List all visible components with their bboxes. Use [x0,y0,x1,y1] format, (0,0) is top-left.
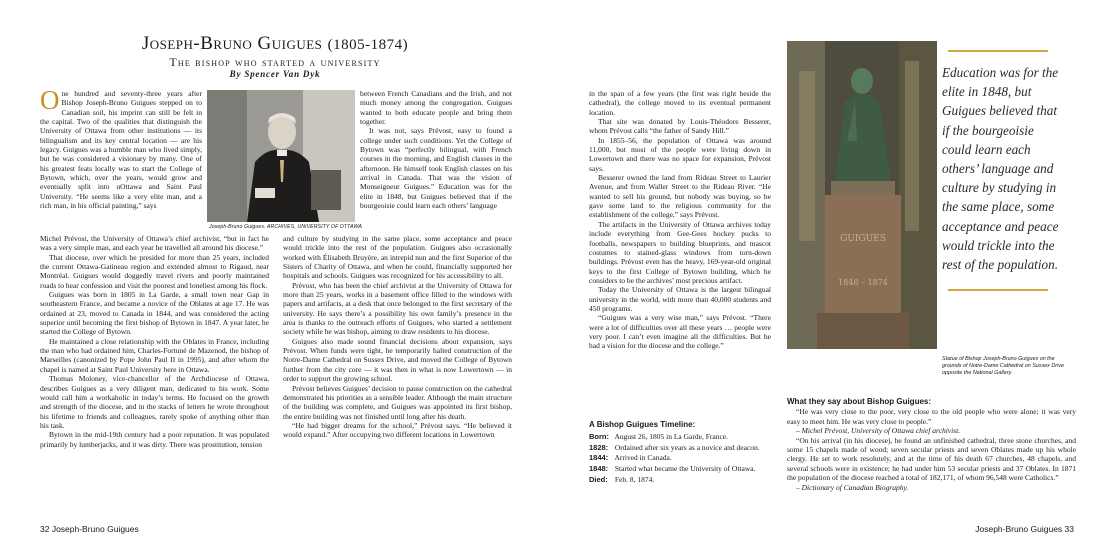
paragraph: Prévost, who has been the chief archivist at the University of Ottawa for more than 25 years, works in a basement office filled to the windows with papers and artifacts, at a desk that once belonged to the first secretary of the university. He says there’s a possibility his own family’s presence in the area is thanks to the outreach efforts of Guigues, who started a settlement society while he was bishop, aiming to draw residents to his diocese. [283,280,512,337]
timeline-title: A Bishop Guigues Timeline: [589,420,696,429]
paragraph: Guigues was born in 1805 in La Garde, a small town near Gap in southeastern France, and became a novice of the Oblates at age 17. He was ordained at 23, moved to Canada in 1844, and was considered the acting superior until becoming the first bishop of Bytown in 1847. A year later, he started the College of Bytown. [40,290,269,337]
statue-plaque-name: GUIGUES [840,234,886,244]
paragraph: That site was donated by Louis-Théodore Besserer, whom Prévost calls “the father of Sandy Hill.” [589,117,771,136]
paragraph: The artifacts in the University of Ottawa archives today include everything from Gee-Gees hockey pucks to footballs, newspapers to building blueprints, and mascot costumes to stained-glass windows from torn-down buildings. Prévost even has the heavy, 169-year-old original keys to the first College of Bytown building, which he considers to be the archives’ most precious artifact. [589,219,771,285]
quotes-title: What they say about Bishop Guigues: [787,397,932,406]
quote-text: “He was very close to the poor, very close to the old people who were alone; it was very easy to meet him. He was very close to people.” [787,407,1076,426]
right-column-1 [589,89,771,351]
paragraph: Bytown in the mid-19th century had a poor reputation. It was populated primarily by lumberjacks, and it was dirty. There was prostitution, tension [40,430,269,449]
column-1-top [40,85,202,211]
paragraph: Thomas Moloney, vice-chancellor of the Archdiocese of Ottawa, describes Guigues as a very diligent man, dedicated to his work. Some would call him a workaholic in today’s terms. He focused on the growth and strength of the diocese, and in the stacks of letters he wrote throughout his lifetime to friends and colleagues, rarely spoke of anything other than his task. [40,374,269,430]
page-number-right: Joseph-Bruno Guigues 33 [975,524,1074,534]
column-1-bottom [40,234,269,449]
paragraph: In 1855–56, the population of Ottawa was around 11,000, but most of the people were living down in Lowertown and there was no space for expansion, Prévost says. [589,135,771,173]
statue-plaque-dates: 1848 – 1874 [838,278,888,287]
paragraph: Today the University of Ottawa is the largest bilingual university in the world, with more than 40,000 students and 450 programs. [589,285,771,313]
paragraph: “Guigues was a very wise man,” says Prévost. “There were a lot of difficulties over all these years … people were very poor. I can’t even imagine all the difficulties. But he had a vision for the diocese and the college.” [589,313,771,351]
article-title [0,33,550,55]
paragraph: Besserer owned the land from Rideau Street to Laurier Avenue, and from Waller Street to the Rideau River. “He wanted to sell his ground, but nobody was buying, so he gave some land to the religious community for the establishment of the college,” says Prévost. [589,173,771,220]
timeline-row: 1844: Arrived in Canada. [589,453,672,463]
column-2-bottom [283,234,512,440]
portrait-caption: Joseph-Bruno Guigues. ARCHIVES, UNIVERSITY OF OTTAWA [209,224,362,230]
timeline-box [589,420,789,486]
paragraph: in the span of a few years (the first was right beside the cathedral), the college moved to its eventual permanent location. [589,89,771,117]
paragraph: Guigues also made sound financial decisions about expansion, says Prévost. When funds were tight, he temporarily halted construction of the Notre-Dame Cathedral on Sussex Drive, and moved the College of Bytown further from the city core — it was then in what is now Lowertown — in order to support the growing school. [283,336,512,384]
timeline-row: 1848: Started what became the University of Ottawa. [589,464,756,474]
title-name: Joseph-Bruno Guigues [141,33,323,54]
paragraph: “He had bigger dreams for the school,” Prévost says. “He believed it would expand.” After occupying two different locations in Lowertown [283,420,512,440]
paragraph: Michel Prévost, the University of Ottawa’s chief archivist, “but in fact he was a very simple man, and each year he travelled all around his diocese.” [40,234,269,253]
paragraph: He maintained a close relationship with the Oblates in France, including the man who had ordained him, Charles-Fortuné de Mazenod, the bishop of Marseilles (canonized by Pope John Paul II in 1995), and after whom the chapel is named at Saint Paul University here in Ottawa. [40,336,269,374]
timeline-row: Born: August 26, 1805 in La Garde, France. [589,431,728,441]
column-2-top [360,89,512,210]
pull-quote-top-rule [948,50,1048,52]
quotes-box [787,397,1076,492]
pull-quote: Education was for the elite in 1848, but Guigues believed that if the bourgeoisie could learn each others’ language and culture by studying in the same place, some acceptance and peace would trickle into the rest of the population. [942,65,1059,273]
page-number-left: 32 Joseph-Bruno Guigues [40,524,139,534]
quote-attribution: – Dictionary of Canadian Biography. [796,482,909,492]
statue-caption: Statue of Bishop Joseph-Bruno Guigues on the grounds of Notre-Dame Cathedral on Sussex Drive opposite the National Gallery. [942,356,1064,376]
statue-photo [787,41,937,349]
opening-paragraph: ne hundred and seventy-three years after Bishop Joseph-Bruno Guigues stepped on to Canadian soil, his imprint can still be felt in the capital. Two of the qualities that distinguish the University of Ottawa from other institutions — its bilingualism and its key central location — are his legacy. Guigues was a humble man who lived simply, but he was considered a visionary by many. One of his greatest feats locally was to start the College of Bytown, which, over the years, would grow and eventually split into uOttawa and Saint Paul University. “He seems like a very elite man, and a rich man, in his official painting,” says [40,89,202,211]
paragraph: That diocese, over which he presided for more than 25 years, included the current Ottawa-Gatineau region and extended almost to Rigaud, near Montréal. Guigues would doggedly travel rivers and poorly maintained roads to hear confession and visit the poorest and loneliest among his flock. [40,252,269,290]
byline: By Spencer Van Dyk [229,69,321,79]
title-dates: (1805-1874) [327,37,409,53]
quote-text: “On his arrival (in his diocese), he found an unfinished cathedral, three stone churches, and some 15 chapels made of wood; seven secular priests and seven Oblates made up his whole clergy. He set to work resolutely, and at the time of his death 67 churches, 48 chapels, and several schools were in existence; he had under him 53 secular priests and 37 Oblates. In 1871 the population of the diocese reached a total of 182,171, of whom 96,548 were Catholics.” [787,435,1076,483]
article-subtitle: The bishop who started a university [169,55,381,69]
paragraph: It was not, says Prévost, easy to found a college under such conditions. Yet the College of Bytown was “perfectly bilingual, with French courses in the morning, and English classes in the afternoon. He himself took English classes on his arrival in Canada. That was the vision of Monseigneur Guigues.” Education was for the elite in 1848, but Guigues believed that if the bourgeoisie could learn each others’ language [360,126,512,211]
timeline-row: Died: Feb. 8, 1874. [589,474,655,484]
paragraph: Prévost believes Guigues’ decision to pause construction on the cathedral demonstrated his priorities as a sensible leader. Although the main structure of the building was complete, and Guigues was appointed its first bishop, the entire building was not finished until long after his death. [283,383,513,421]
paragraph: between French Canadians and the Irish, and not much money among the congregation. Guigues wanted to both educate people and bring them together. [360,89,512,127]
paragraph: and culture by studying in the same place, some acceptance and peace would trickle into the rest of the population. Guigues also occasionally worked with Élisabeth Bruyère, an intrepid nun and the first Superior of the Sisters of Charity of Ottawa, and when he could, financially supported her hospitals and schools. Guigues was recognized for his accessibility to all. [283,234,512,281]
right-page [550,0,1100,550]
quote-attribution: – Michel Prévost, University of Ottawa chief archivist. [796,426,961,436]
timeline-row: 1828: Ordained after six years as a novice and deacon. [589,442,760,452]
drop-cap: O [40,85,60,115]
pull-quote-bottom-rule [948,289,1048,291]
bishop-portrait-photo [207,90,355,222]
